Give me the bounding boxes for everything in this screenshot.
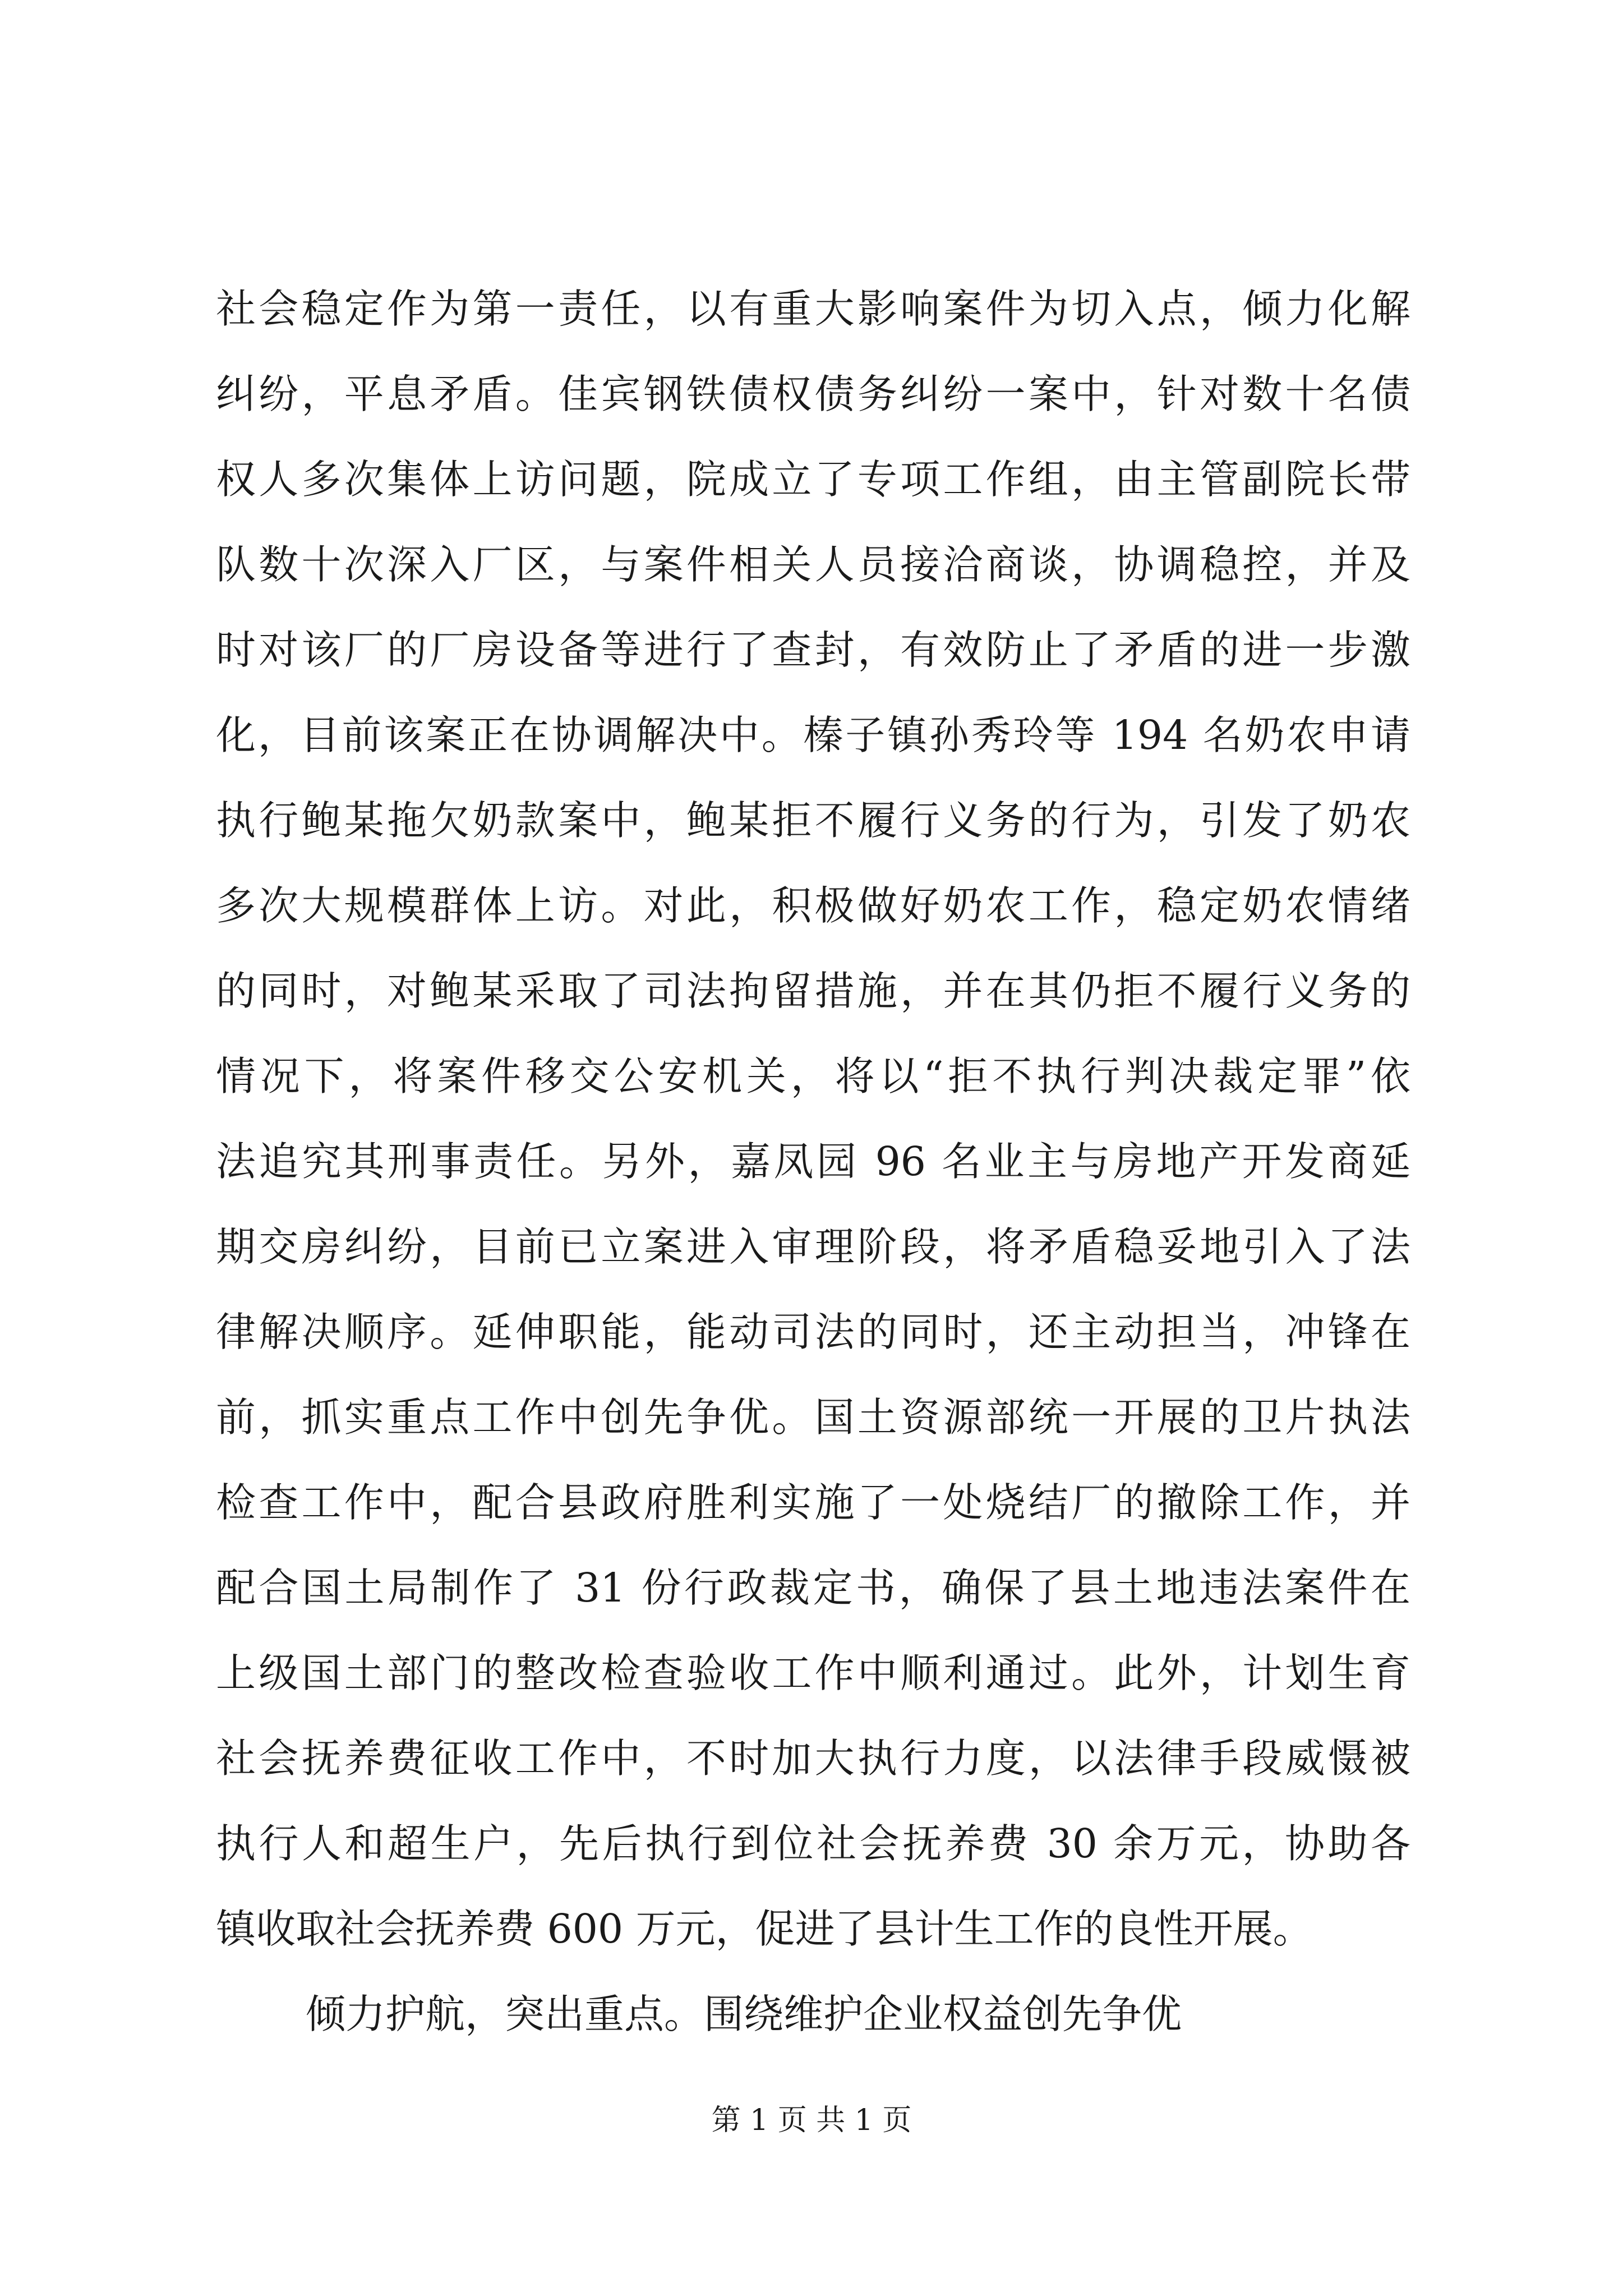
text-line: 纠纷，平息矛盾。佳宾钢铁债权债务纠纷一案中，针对数十名债 — [216, 371, 1410, 417]
page-footer — [0, 2101, 1623, 2140]
text-line: 配合国土局制作了 31 份行政裁定书，确保了县土地违法案件在 — [216, 1565, 1410, 1611]
document-body — [216, 266, 1410, 2057]
text-line: 检查工作中，配合县政府胜利实施了一处烧结厂的撤除工作，并 — [216, 1479, 1410, 1526]
text-line: 律解决顺序。延伸职能，能动司法的同时，还主动担当，冲锋在 — [216, 1309, 1410, 1355]
text-line: 法追究其刑事责任。另外，嘉凤园 96 名业主与房地产开发商延 — [216, 1138, 1410, 1185]
text-line: 执行鲍某拖欠奶款案中，鲍某拒不履行义务的行为，引发了奶农 — [216, 797, 1410, 844]
page-number: 第 1 页 共 1 页 — [711, 2104, 912, 2137]
text-line: 多次大规模群体上访。对此，积极做好奶农工作，稳定奶农情绪 — [216, 882, 1410, 929]
text-line: 前，抓实重点工作中创先争优。国土资源部统一开展的卫片执法 — [216, 1394, 1410, 1441]
text-line: 期交房纠纷，目前已立案进入审理阶段，将矛盾稳妥地引入了法 — [216, 1223, 1410, 1270]
text-line: 化，目前该案正在协调解决中。榛子镇孙秀玲等 194 名奶农申请 — [216, 712, 1410, 758]
text-line: 队数十次深入厂区，与案件相关人员接洽商谈，协调稳控，并及 — [216, 541, 1410, 588]
text-line: 执行人和超生户，先后执行到位社会抚养费 30 余万元，协助各 — [216, 1820, 1410, 1867]
text-line: 的同时，对鲍某采取了司法拘留措施，并在其仍拒不履行义务的 — [216, 968, 1410, 1014]
text-line: 镇收取社会抚养费 600 万元，促进了县计生工作的良性开展。 — [216, 1906, 1313, 1952]
text-line: 社会稳定作为第一责任，以有重大影响案件为切入点，倾力化解 — [216, 286, 1410, 332]
text-line: 权人多次集体上访问题，院成立了专项工作组，由主管副院长带 — [216, 456, 1410, 503]
paragraph-heading: 倾力护航，突出重点。围绕维护企业权益创先争优 — [306, 1991, 1182, 2037]
text-line: 情况下，将案件移交公安机关，将以“拒不执行判决裁定罪”依 — [216, 1053, 1410, 1099]
text-line: 社会抚养费征收工作中，不时加大执行力度，以法律手段威慑被 — [216, 1735, 1410, 1782]
text-line: 时对该厂的厂房设备等进行了查封，有效防止了矛盾的进一步激 — [216, 627, 1410, 673]
text-line: 上级国土部门的整改检查验收工作中顺利通过。此外，计划生育 — [216, 1650, 1410, 1696]
